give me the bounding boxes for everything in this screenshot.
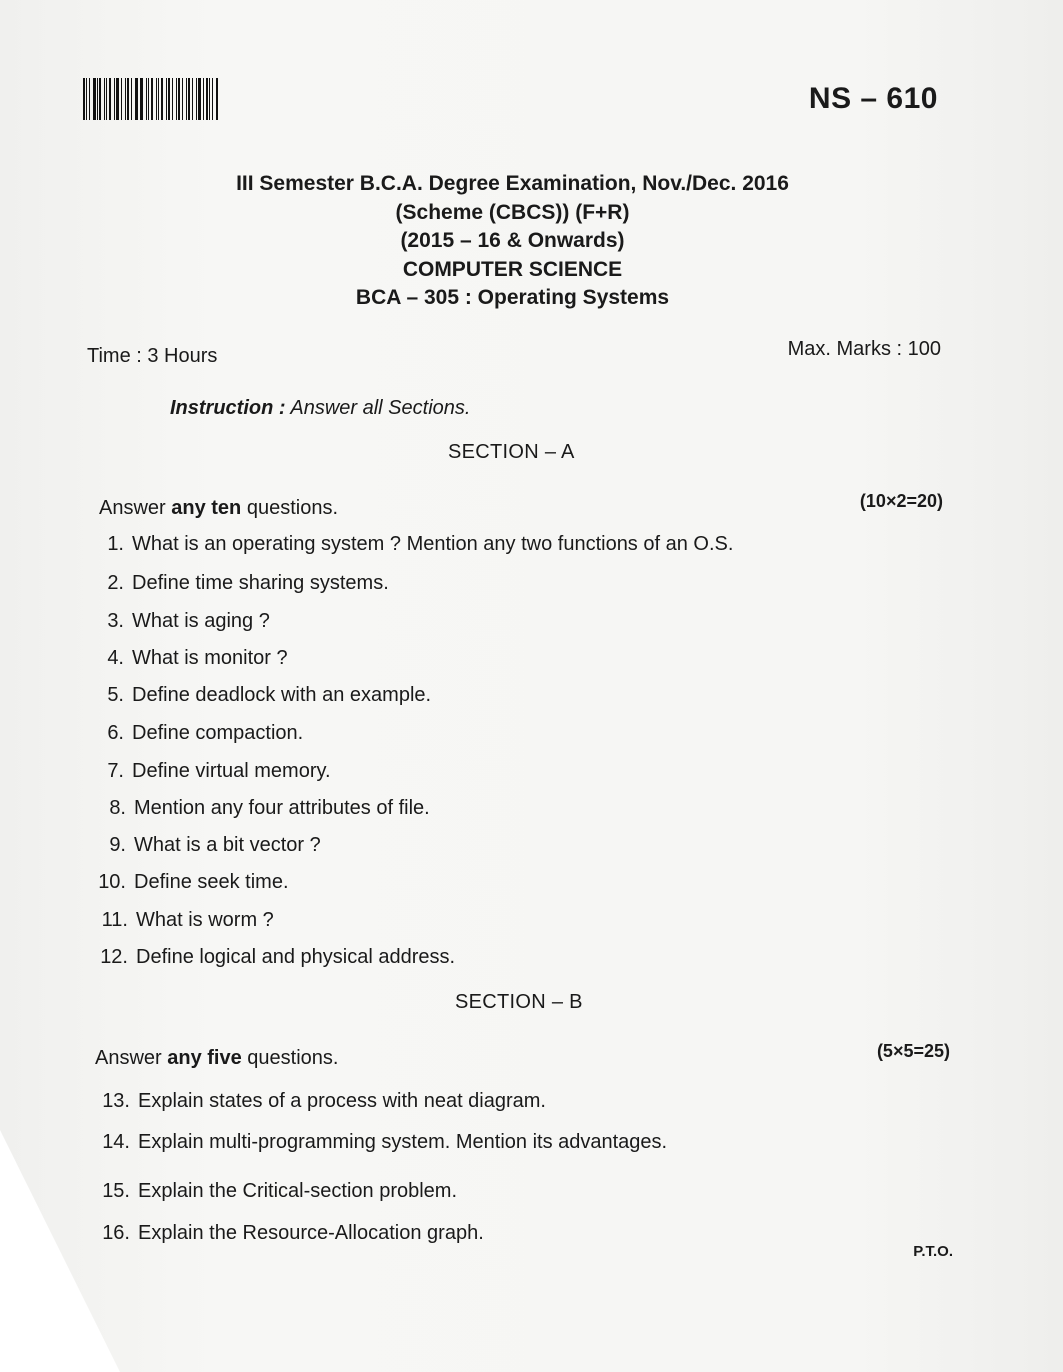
section-b-marks: (5×5=25) — [876, 1041, 950, 1061]
question-text: Define time sharing systems. — [132, 572, 389, 594]
section-a-title: SECTION – A — [448, 441, 575, 463]
question-number: 9. — [109, 834, 126, 856]
question-item — [92, 760, 331, 783]
question-text: Explain the Critical-section problem. — [138, 1180, 458, 1202]
question-text: Define logical and physical address. — [136, 946, 456, 968]
question-text: What is a bit vector ? — [134, 834, 321, 856]
question-number: 13. — [102, 1090, 130, 1112]
question-text: Explain states of a process with neat diagram. — [138, 1090, 546, 1112]
question-item — [92, 572, 389, 595]
barcode-bar — [156, 78, 157, 120]
barcode-bar — [148, 78, 149, 120]
question-number: 5. — [107, 684, 124, 706]
question-text: What is aging ? — [132, 610, 270, 632]
answer-count: any ten — [171, 497, 242, 519]
max-marks: Max. Marks : 100 — [787, 338, 941, 360]
barcode-bar — [209, 78, 210, 120]
question-text: Define compaction. — [132, 722, 304, 744]
barcode-bar — [196, 78, 197, 120]
question-text: Define deadlock with an example. — [132, 684, 432, 706]
barcode-bar — [109, 78, 111, 120]
question-number: 7. — [107, 760, 124, 782]
barcode-bar — [86, 78, 87, 120]
question-number: 2. — [107, 572, 124, 594]
barcode-bar — [198, 78, 201, 120]
barcode-bar — [140, 78, 143, 120]
question-item — [92, 647, 288, 670]
exam-header — [0, 170, 1025, 313]
answer-suffix: questions. — [241, 497, 339, 519]
question-number: 11. — [101, 909, 128, 931]
barcode-bar — [168, 78, 171, 120]
section-a-marks: (10×2=20) — [859, 491, 943, 511]
question-text: Explain the Resource-Allocation graph. — [138, 1222, 484, 1244]
time-allowed: Time : 3 Hours — [87, 345, 218, 367]
barcode-bar — [127, 78, 129, 120]
question-item — [94, 871, 289, 894]
question-text: What is worm ? — [136, 909, 274, 931]
header-course: BCA – 305 : Operating Systems — [355, 286, 670, 309]
barcode-bar — [106, 78, 107, 120]
barcode-bar — [131, 78, 132, 120]
barcode-bar — [161, 78, 163, 120]
barcode-bar — [203, 78, 204, 120]
question-text: Define seek time. — [134, 871, 289, 893]
torn-page-corner — [0, 1130, 120, 1372]
barcode-bar — [104, 78, 105, 120]
instruction-text: Answer all Sections. — [285, 397, 471, 419]
answer-prefix: Answer — [95, 1047, 168, 1069]
question-item — [98, 1131, 667, 1154]
question-number: 4. — [107, 647, 124, 669]
barcode-bar — [93, 78, 96, 120]
barcode-bar — [192, 78, 193, 120]
barcode-bar — [206, 78, 208, 120]
question-number: 16. — [102, 1222, 130, 1244]
question-item — [98, 1090, 546, 1113]
answer-count: any five — [167, 1047, 242, 1069]
barcode-bar — [116, 78, 119, 120]
barcode-bar — [136, 78, 138, 120]
barcode-bar — [146, 78, 147, 120]
barcode-bar — [212, 78, 213, 120]
question-item — [96, 909, 274, 932]
question-number: 15. — [102, 1180, 130, 1202]
barcode-bar — [125, 78, 126, 120]
barcode-bar — [114, 78, 115, 120]
barcode-bar — [172, 78, 173, 120]
question-text: Explain multi-programming system. Mention its advantages. — [138, 1131, 668, 1153]
question-number: 1. — [107, 533, 124, 555]
barcode-bar — [97, 78, 98, 120]
question-number: 14. — [102, 1131, 130, 1153]
barcode-bar — [176, 78, 177, 120]
barcode-bar — [182, 78, 183, 120]
barcode-bar — [166, 78, 167, 120]
question-item — [92, 684, 431, 707]
section-b-instruction — [95, 1047, 338, 1070]
section-b-title: SECTION – B — [455, 991, 583, 1013]
question-text: What is monitor ? — [132, 647, 288, 669]
question-item — [92, 722, 303, 745]
question-item — [94, 834, 321, 857]
question-item — [98, 1222, 484, 1245]
question-text: Mention any four attributes of file. — [134, 797, 430, 819]
question-number: 6. — [107, 722, 124, 744]
barcode-bar — [186, 78, 187, 120]
header-years: (2015 – 16 & Onwards) — [400, 229, 625, 252]
question-item — [92, 610, 270, 633]
answer-suffix: questions. — [241, 1047, 339, 1069]
barcode-bar — [83, 78, 85, 120]
instruction-label: Instruction : — [170, 397, 286, 419]
barcode-bar — [89, 78, 90, 120]
instruction — [170, 397, 470, 420]
question-item — [94, 797, 430, 820]
pto-marker: P.T.O. — [913, 1243, 953, 1260]
question-number: 10. — [98, 871, 126, 893]
question-number: 3. — [107, 610, 124, 632]
barcode-bar — [188, 78, 190, 120]
question-item — [92, 533, 733, 556]
barcode-bar — [178, 78, 180, 120]
barcode-bar — [121, 78, 122, 120]
barcode-bar — [151, 78, 153, 120]
barcode-bar — [135, 78, 136, 120]
answer-prefix: Answer — [99, 497, 172, 519]
question-item — [98, 1180, 457, 1203]
header-scheme: (Scheme (CBCS)) (F+R) — [395, 200, 630, 224]
barcode-bar — [99, 78, 101, 120]
question-number: 8. — [109, 797, 126, 819]
header-subject: COMPUTER SCIENCE — [402, 257, 623, 281]
barcode-bar — [216, 78, 218, 120]
barcode — [83, 78, 219, 120]
question-text: Define virtual memory. — [132, 760, 331, 782]
paper-code: NS – 610 — [808, 82, 938, 115]
question-number: 12. — [100, 946, 128, 968]
question-item — [96, 946, 455, 969]
section-a-instruction — [99, 497, 338, 520]
barcode-bar — [158, 78, 159, 120]
header-semester: III Semester B.C.A. Degree Examination, Nov./Dec. 2016 — [236, 172, 789, 195]
question-text: What is an operating system ? Mention any two functions of an O.S. — [132, 533, 734, 555]
